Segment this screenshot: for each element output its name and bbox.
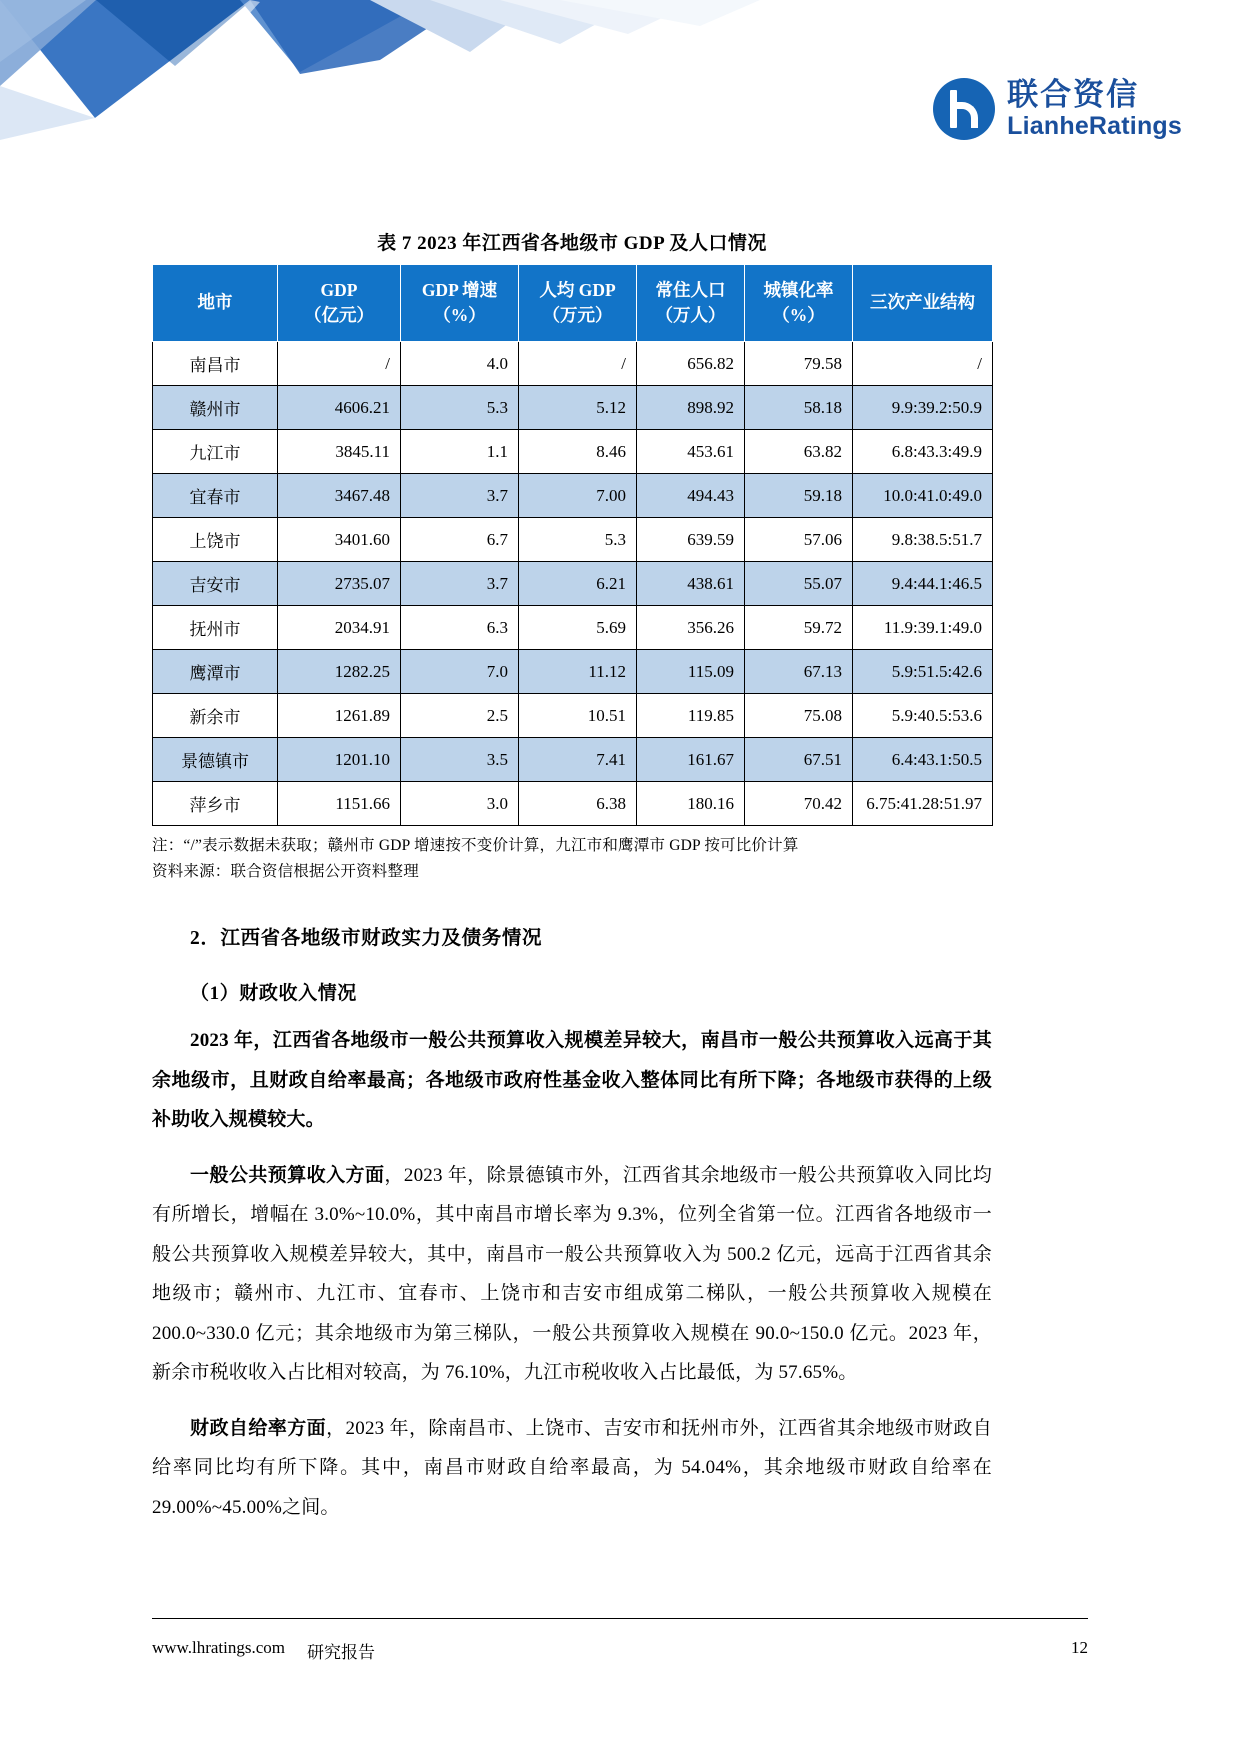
document-content [152, 228, 992, 1527]
table-row [153, 738, 993, 782]
cell-urbanization: 59.72 [745, 606, 853, 650]
logo-name-cn: 联合资信 [1007, 77, 1140, 112]
cell-gdp-per-capita: 5.69 [519, 606, 637, 650]
paragraph-self-sufficiency-rate [152, 1409, 992, 1528]
cell-population: 656.82 [637, 342, 745, 386]
section-heading-2: 2．江西省各地级市财政实力及债务情况 [190, 928, 543, 950]
paragraph-2-body: ，2023 年，除景德镇市外，江西省其余地级市一般公共预算收入同比均有所增长，增幅在 3.0%~10.0%，其中南昌市增长率为 9.3%，位列全省第一位。江西省各地级市一般公共预算收入规模差异较大，其中，南昌市一般公共预算收入为 500.2 亿元，远高于江西省其余地级市；赣州市、九江市、宜春市、上饶市和吉安市组成第二梯队，一般公共预算收入规模在 200.0~330.0 亿元；其余地级市为第三梯队，一般公共预算收入规模在 90.0~150.0 亿元。2023 年，新余市税收收入占比相对较高，为 76.10%，九江市税收收入占比最低，为 57.65%。 [152, 1164, 992, 1384]
cell-gdp: 4606.21 [278, 386, 401, 430]
cell-population: 639.59 [637, 518, 745, 562]
table-caption: 表 7 2023 年江西省各地级市 GDP 及人口情况 [377, 233, 767, 254]
cell-city: 鹰潭市 [153, 650, 278, 694]
cell-gdp-per-capita: 7.41 [519, 738, 637, 782]
cell-gdp: 2735.07 [278, 562, 401, 606]
paragraph-2-lead: 一般公共预算收入方面 [190, 1164, 385, 1186]
footer-divider [152, 1618, 1088, 1619]
cell-city: 上饶市 [153, 518, 278, 562]
section-heading-2-1: （1）财政收入情况 [190, 983, 357, 1005]
cell-urbanization: 67.51 [745, 738, 853, 782]
cell-city: 宜春市 [153, 474, 278, 518]
cell-gdp: 3467.48 [278, 474, 401, 518]
cell-population: 119.85 [637, 694, 745, 738]
cell-population: 453.61 [637, 430, 745, 474]
cell-gdp: 3401.60 [278, 518, 401, 562]
col-header-city: 地市 [153, 265, 278, 342]
cell-urbanization: 55.07 [745, 562, 853, 606]
cell-gdp-growth: 4.0 [401, 342, 519, 386]
paragraph-general-budget-revenue [152, 1156, 992, 1393]
cell-urbanization: 67.13 [745, 650, 853, 694]
table-row [153, 694, 993, 738]
page-footer [152, 1638, 1088, 1663]
col-header-industry-structure: 三次产业结构 [853, 265, 993, 342]
gdp-population-table [152, 264, 993, 826]
table-note: 注：“/”表示数据未获取；赣州市 GDP 增速按不变价计算，九江市和鹰潭市 GDP 按可比价计算 [152, 837, 799, 854]
col-header-gdp-growth: GDP 增速 （%） [401, 265, 519, 342]
paragraph-3-body: ，2023 年，除南昌市、上饶市、吉安市和抚州市外，江西省其余地级市财政自给率同比均有所下降。其中，南昌市财政自给率最高，为 54.04%，其余地级市财政自给率在 29.00%~45.00%之间。 [152, 1417, 993, 1518]
cell-gdp: / [278, 342, 401, 386]
cell-industry-structure: 6.8:43.3:49.9 [853, 430, 993, 474]
col-header-urbanization: 城镇化率 （%） [745, 265, 853, 342]
cell-industry-structure: 11.9:39.1:49.0 [853, 606, 993, 650]
cell-urbanization: 63.82 [745, 430, 853, 474]
table-row [153, 606, 993, 650]
cell-population: 898.92 [637, 386, 745, 430]
table-row [153, 518, 993, 562]
cell-industry-structure: 6.4:43.1:50.5 [853, 738, 993, 782]
cell-population: 494.43 [637, 474, 745, 518]
cell-gdp: 1261.89 [278, 694, 401, 738]
cell-gdp-growth: 3.7 [401, 562, 519, 606]
cell-city: 萍乡市 [153, 782, 278, 826]
cell-gdp-growth: 7.0 [401, 650, 519, 694]
table-header-row [153, 265, 993, 342]
cell-industry-structure: 9.8:38.5:51.7 [853, 518, 993, 562]
cell-gdp-per-capita: 11.12 [519, 650, 637, 694]
cell-gdp-growth: 3.5 [401, 738, 519, 782]
table-row [153, 386, 993, 430]
cell-gdp-per-capita: / [519, 342, 637, 386]
table-row [153, 474, 993, 518]
cell-gdp: 3845.11 [278, 430, 401, 474]
cell-gdp-growth: 6.7 [401, 518, 519, 562]
cell-industry-structure: 6.75:41.28:51.97 [853, 782, 993, 826]
footer-page-number: 12 [1071, 1638, 1088, 1657]
cell-industry-structure: 9.9:39.2:50.9 [853, 386, 993, 430]
cell-city: 南昌市 [153, 342, 278, 386]
cell-gdp: 2034.91 [278, 606, 401, 650]
paragraph-summary-bold [152, 1021, 992, 1140]
cell-gdp-growth: 3.0 [401, 782, 519, 826]
cell-population: 356.26 [637, 606, 745, 650]
cell-urbanization: 79.58 [745, 342, 853, 386]
table-row [153, 782, 993, 826]
logo-mark-icon [933, 78, 995, 140]
logo-name-en: LianheRatings [1007, 112, 1182, 140]
cell-gdp: 1201.10 [278, 738, 401, 782]
table-row [153, 562, 993, 606]
table-source: 资料来源：联合资信根据公开资料整理 [152, 862, 419, 880]
footer-doc-type: 研究报告 [307, 1643, 375, 1662]
cell-industry-structure: 10.0:41.0:49.0 [853, 474, 993, 518]
paragraph-3-lead: 财政自给率方面 [190, 1417, 327, 1439]
cell-population: 438.61 [637, 562, 745, 606]
cell-industry-structure: / [853, 342, 993, 386]
cell-industry-structure: 5.9:40.5:53.6 [853, 694, 993, 738]
cell-gdp-per-capita: 5.12 [519, 386, 637, 430]
cell-urbanization: 75.08 [745, 694, 853, 738]
cell-urbanization: 59.18 [745, 474, 853, 518]
table-row [153, 430, 993, 474]
cell-gdp-per-capita: 7.00 [519, 474, 637, 518]
cell-urbanization: 58.18 [745, 386, 853, 430]
cell-population: 161.67 [637, 738, 745, 782]
cell-gdp: 1282.25 [278, 650, 401, 694]
cell-city: 吉安市 [153, 562, 278, 606]
lianhe-ratings-logo [933, 78, 1182, 140]
cell-urbanization: 57.06 [745, 518, 853, 562]
cell-industry-structure: 9.4:44.1:46.5 [853, 562, 993, 606]
cell-gdp-growth: 5.3 [401, 386, 519, 430]
table-body [153, 342, 993, 826]
cell-gdp-per-capita: 6.38 [519, 782, 637, 826]
table-row [153, 342, 993, 386]
cell-city: 赣州市 [153, 386, 278, 430]
cell-industry-structure: 5.9:51.5:42.6 [853, 650, 993, 694]
table-row [153, 650, 993, 694]
cell-gdp-per-capita: 5.3 [519, 518, 637, 562]
col-header-population: 常住人口 （万人） [637, 265, 745, 342]
cell-population: 115.09 [637, 650, 745, 694]
footer-website: www.lhratings.com [152, 1638, 285, 1657]
col-header-gdp: GDP （亿元） [278, 265, 401, 342]
cell-gdp: 1151.66 [278, 782, 401, 826]
cell-gdp-growth: 2.5 [401, 694, 519, 738]
cell-city: 新余市 [153, 694, 278, 738]
cell-gdp-per-capita: 6.21 [519, 562, 637, 606]
cell-gdp-growth: 3.7 [401, 474, 519, 518]
cell-gdp-per-capita: 8.46 [519, 430, 637, 474]
cell-population: 180.16 [637, 782, 745, 826]
col-header-gdp-per-capita: 人均 GDP （万元） [519, 265, 637, 342]
cell-city: 九江市 [153, 430, 278, 474]
table-footnotes [152, 833, 992, 884]
cell-city: 景德镇市 [153, 738, 278, 782]
cell-city: 抚州市 [153, 606, 278, 650]
cell-urbanization: 70.42 [745, 782, 853, 826]
cell-gdp-per-capita: 10.51 [519, 694, 637, 738]
paragraph-summary-bold-text: 2023 年，江西省各地级市一般公共预算收入规模差异较大，南昌市一般公共预算收入远高于其余地级市，且财政自给率最高；各地级市政府性基金收入整体同比有所下降；各地级市获得的上级补助收入规模较大。 [152, 1030, 992, 1131]
logo-text [1007, 79, 1182, 139]
cell-gdp-growth: 6.3 [401, 606, 519, 650]
cell-gdp-growth: 1.1 [401, 430, 519, 474]
